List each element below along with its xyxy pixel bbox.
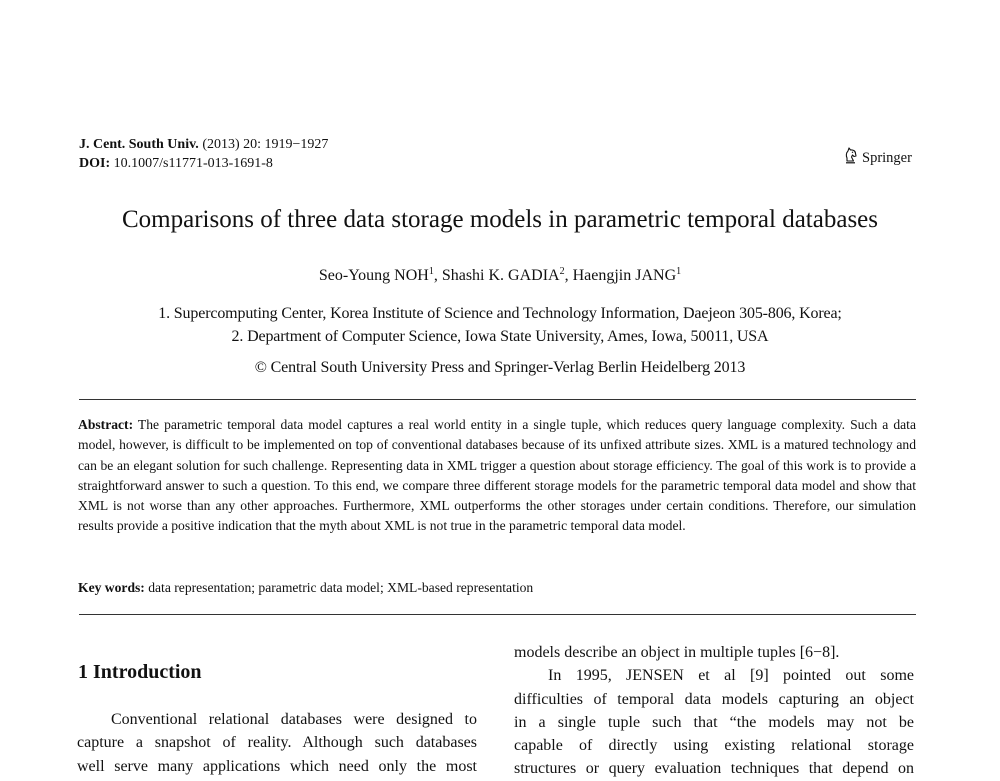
author-affiliation-mark: 2 xyxy=(559,266,565,277)
body-text-line: models describe an object in multiple tuples [6−8]. xyxy=(514,644,840,661)
doi-label: DOI: xyxy=(79,156,111,171)
body-text-line: difficulties of temporal data models capturing an object xyxy=(514,690,914,708)
author-list xyxy=(0,266,1000,286)
author-separator: , xyxy=(433,267,442,284)
body-text-line: well serve many applications which need only the most xyxy=(77,757,477,775)
journal-volume-pages: (2013) 20: 1919−1927 xyxy=(198,137,329,152)
journal-name: J. Cent. South Univ. xyxy=(79,137,199,152)
body-column-left xyxy=(77,708,477,778)
springer-knight-icon xyxy=(843,146,859,169)
body-text-line: capable of directly using existing relational storage xyxy=(514,737,914,755)
affiliation-1: 1. Supercomputing Center, Korea Institute of Science and Technology Information, Daejeon 305-806, Korea; xyxy=(158,305,842,322)
divider-bottom xyxy=(79,614,916,615)
copyright-notice: © Central South University Press and Springer-Verlag Berlin Heidelberg 2013 xyxy=(254,359,746,376)
keywords-label: Key words: xyxy=(78,580,145,595)
journal-citation xyxy=(79,136,328,153)
author-name: Haengjin JANG xyxy=(572,267,677,284)
body-column-right xyxy=(514,641,914,781)
keywords-text: data representation; parametric data model; XML-based representation xyxy=(144,580,534,595)
publisher-logo xyxy=(843,146,912,169)
author-affiliation-mark: 1 xyxy=(428,266,434,277)
body-text-line: capture a snapshot of reality. Although such databases xyxy=(77,734,477,752)
affiliation-2: 2. Department of Computer Science, Iowa State University, Ames, Iowa, 50011, USA xyxy=(231,328,769,345)
author-name: Shashi K. GADIA xyxy=(441,267,560,284)
keywords xyxy=(78,579,533,597)
section-heading-introduction: 1 Introduction xyxy=(78,661,202,683)
abstract-label: Abstract: xyxy=(78,417,134,432)
author-affiliation-mark: 1 xyxy=(676,266,682,277)
divider-top xyxy=(79,399,916,400)
body-text-line: In 1995, JENSEN et al [9] pointed out some xyxy=(548,667,914,685)
body-text-line: structures or query evaluation techniques that depend on xyxy=(514,760,914,778)
body-text-line: Conventional relational databases were designed to xyxy=(111,711,477,728)
abstract xyxy=(78,415,916,537)
publisher-name: Springer xyxy=(862,149,912,166)
paper-title: Comparisons of three data storage models in parametric temporal databases xyxy=(122,206,878,233)
journal-doi xyxy=(79,155,273,172)
author-separator: , xyxy=(564,267,573,284)
body-text-line: in a single tuple such that “the models may not be xyxy=(514,713,914,731)
author-name: Seo-Young NOH xyxy=(318,267,429,284)
doi-value: 10.1007/s11771-013-1691-8 xyxy=(110,156,273,171)
abstract-text: The parametric temporal data model captures a real world entity in a single tuple, which reduces query language complexity. Such a data model, however, is difficult to be implemented on top of conventional databases because of its unfixed attribute sizes. XML is a matured technology and can be an elegant solution for such challenge. Representing data in XML trigger a question about storage efficiency. The goal of this work is to provide a straightforward answer to such a question. To this end, we compare three different storage models for the parametric temporal data model and show that XML is not worse than any other approaches. Furthermore, XML outperforms the other storages under certain conditions. Therefore, our simulation results provide a positive indication that the myth about XML is not true in the parametric temporal data model. xyxy=(78,417,916,534)
